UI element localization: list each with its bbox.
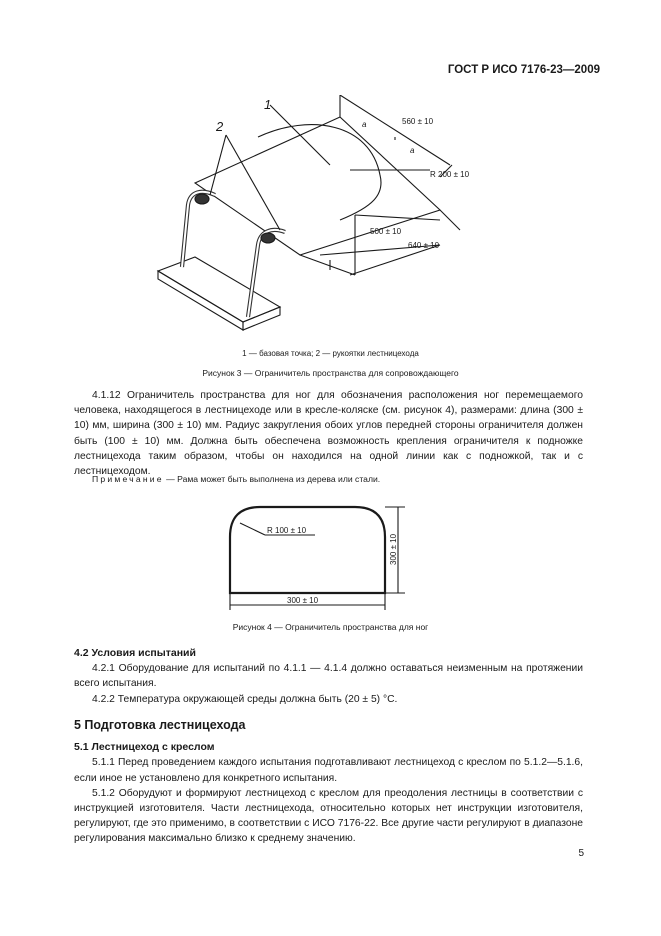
- note-label: Примечание: [92, 474, 164, 484]
- section-4-2-title: 4.2 Условия испытаний: [74, 647, 196, 659]
- note-text: — Рама может быть выполнена из дерева или стали.: [163, 474, 381, 484]
- page-number: 5: [578, 848, 584, 859]
- figure-3-length-label: 560 ± 10: [402, 117, 434, 126]
- note: [74, 474, 583, 484]
- paragraph-5-1-1: 5.1.1 Перед проведением каждого испытания подготавливают лестницеход с креслом по 5.1.2—5.1.6, если иное не установлено для конкретного испытания.: [74, 757, 583, 784]
- figure-4-width-label: 300 ± 10: [287, 596, 319, 605]
- paragraph-4-2-1: 4.2.1 Оборудование для испытаний по 4.1.1 — 4.1.4 должно оставаться неизменным на протяжении всего испытания.: [74, 663, 583, 690]
- figure-4-height-label: 300 ± 10: [389, 533, 398, 565]
- figure-3-width2-label: 640 ± 10: [408, 241, 440, 250]
- figure-3-drawing: [140, 95, 470, 345]
- figure-3-label-1: 1: [264, 97, 272, 112]
- figure-3-legend: 1 — базовая точка; 2 — рукоятки лестницехода: [242, 349, 419, 358]
- document-header: ГОСТ Р ИСО 7176-23—2009: [447, 64, 600, 76]
- figure-3-caption: Рисунок 3 — Ограничитель пространства для сопровождающего: [202, 368, 459, 378]
- section-5-1-title: 5.1 Лестницеход с креслом: [74, 741, 215, 754]
- paragraph-4-2-2: 4.2.2 Температура окружающей среды должна быть (20 ± 5) °C.: [92, 693, 398, 705]
- section-4-2: [74, 646, 583, 707]
- section-5-title: 5 Подготовка лестницехода: [74, 718, 246, 732]
- figure-4-radius-label: R 100 ± 10: [267, 526, 307, 535]
- paragraph-5-1-2: 5.1.2 Оборудуют и формируют лестницеход с креслом для преодоления лестницы в соответствии с инструкцией изготовителя. Части лестницехода, относительно которых нет инструкции изготовителя, регулируют, где это применимо, в соответствии с ИСО 7176-22. Все другие части регулируют в диапазоне регулирования максимально близко к среднему значению.: [74, 787, 583, 845]
- figure-3-dim-a2: a: [410, 146, 415, 155]
- paragraph-4-1-12: 4.1.12 Ограничитель пространства для ног для обозначения расположения ног перемещаемого человека, находящегося в лестницеходе или в кресле-коляске (см. рисунок 4), размерами: длина (300 ± 10) мм, ширина (300 ± 10) мм. Радиус закругления обоих углов передней стороны ограничителя должен быть (100 ± 10) мм. Должна быть обеспечена возможность крепления ограничителя к подножке лестницехода таким образом, чтобы он находился на одной линии как с подножкой, так и с лестницеходом.: [74, 390, 583, 478]
- section-4-1-12: [74, 388, 583, 479]
- figure-4-caption: Рисунок 4 — Ограничитель пространства для ног: [232, 622, 429, 632]
- figure-3-label-2: 2: [216, 119, 224, 134]
- figure-3-radius-label: R 200 ± 10: [430, 170, 470, 179]
- figure-3-dim-a: a: [362, 120, 367, 129]
- figure-3-width1-label: 500 ± 10: [370, 227, 402, 236]
- figure-4-drawing: [215, 495, 415, 615]
- section-5: [74, 718, 583, 847]
